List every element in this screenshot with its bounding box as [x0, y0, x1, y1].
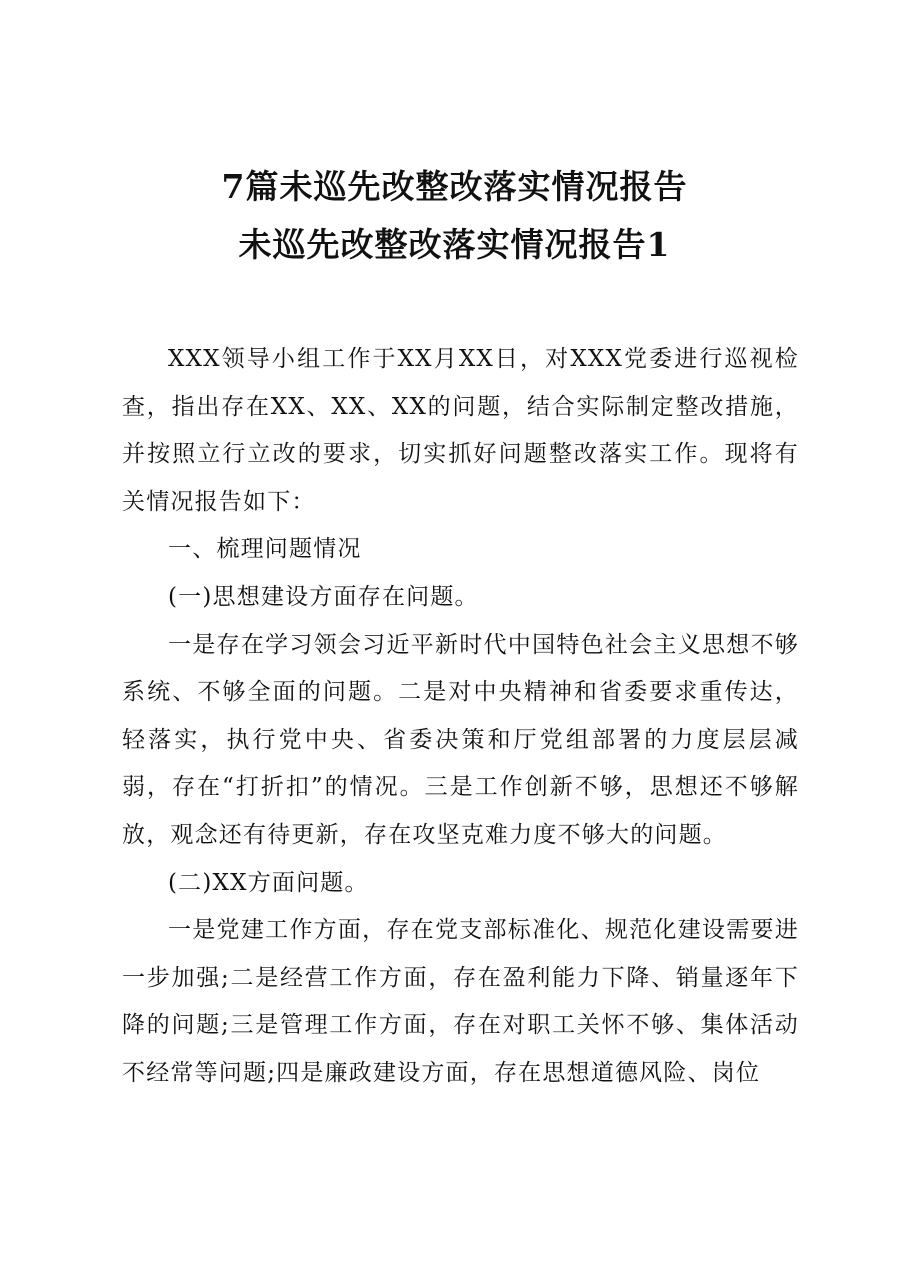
- document-subtitle: 未巡先改整改落实情况报告1: [238, 225, 671, 264]
- section-heading: 一、梳理问题情况: [168, 536, 362, 563]
- paragraph-intro: XXX领导小组工作于XX月XX日，对XXX党委进行巡视检查，指出存在XX、XX、XX的问题，结合实际制定整改措施，并按照立行立改的要求，切实抓好问题整改落实工作。现将有关情况报告如下：: [122, 346, 799, 515]
- paragraph: 一是存在学习领会习近平新时代中国特色社会主义思想不够系统、不够全面的问题。二是对中央精神和省委要求重传达，轻落实，执行党中央、省委决策和厅党组部署的力度层层减弱，存在“打折扣”的情况。三是工作创新不够，思想还不够解放，观念还有待更新，存在攻坚克难力度不够大的问题。: [122, 631, 799, 848]
- subsection-heading: (二)XX方面问题。: [168, 869, 369, 896]
- document-body: [122, 336, 799, 1098]
- document-title: 7篇未巡先改整改落实情况报告: [221, 167, 688, 206]
- paragraph: 一是党建工作方面，存在党支部标准化、规范化建设需要进一步加强;二是经营工作方面，存在盈利能力下降、销量逐年下降的问题;三是管理工作方面，存在对职工关怀不够、集体活动不经常等问题;四是廉政建设方面，存在思想道德风险、岗位: [122, 917, 799, 1086]
- subsection-heading: (一)思想建设方面存在问题。: [168, 583, 479, 610]
